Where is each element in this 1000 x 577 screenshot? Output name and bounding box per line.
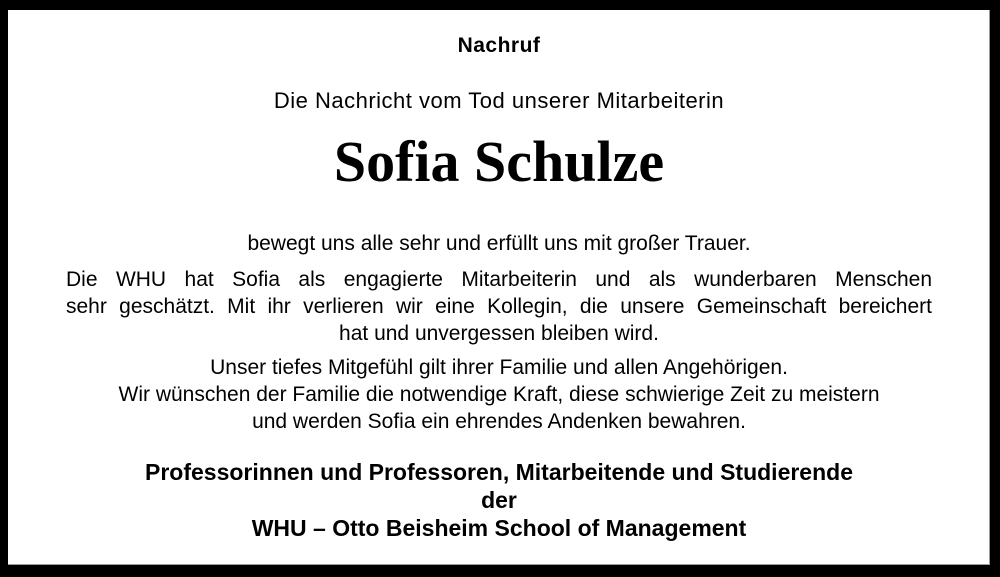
condolence-line: Unser tiefes Mitgefühl gilt ihrer Familie und allen Angehörigen. bbox=[210, 356, 788, 379]
tribute-line: hat und unvergessen bleiben wird. bbox=[339, 322, 659, 345]
tribute-line: sehr geschätzt. Mit ihr verlieren wir eine Kollegin, die unsere Gemeinschaft bereichert bbox=[66, 295, 932, 318]
tribute-line: Die WHU hat Sofia als engagierte Mitarbeiterin und als wunderbaren Menschen bbox=[66, 268, 932, 291]
tribute-paragraph bbox=[66, 266, 932, 347]
signature-block bbox=[66, 458, 932, 542]
lead-line: bewegt uns alle sehr und erfüllt uns mit großer Trauer. bbox=[247, 232, 751, 255]
signature-line: der bbox=[481, 487, 517, 513]
condolence-line: Wir wünschen der Familie die notwendige Kraft, diese schwierige Zeit zu meistern bbox=[118, 383, 880, 406]
obituary-kicker: Nachruf bbox=[457, 34, 541, 57]
condolence-line: und werden Sofia ein ehrendes Andenken bewahren. bbox=[252, 410, 746, 433]
deceased-name: Sofia Schulze bbox=[333, 129, 665, 194]
intro-line: Die Nachricht vom Tod unserer Mitarbeiterin bbox=[273, 88, 725, 113]
obituary-content bbox=[8, 10, 990, 565]
signature-line: WHU – Otto Beisheim School of Management bbox=[251, 515, 747, 541]
condolence-paragraph bbox=[66, 354, 932, 435]
signature-line: Professorinnen und Professoren, Mitarbeitende und Studierende bbox=[145, 459, 853, 485]
